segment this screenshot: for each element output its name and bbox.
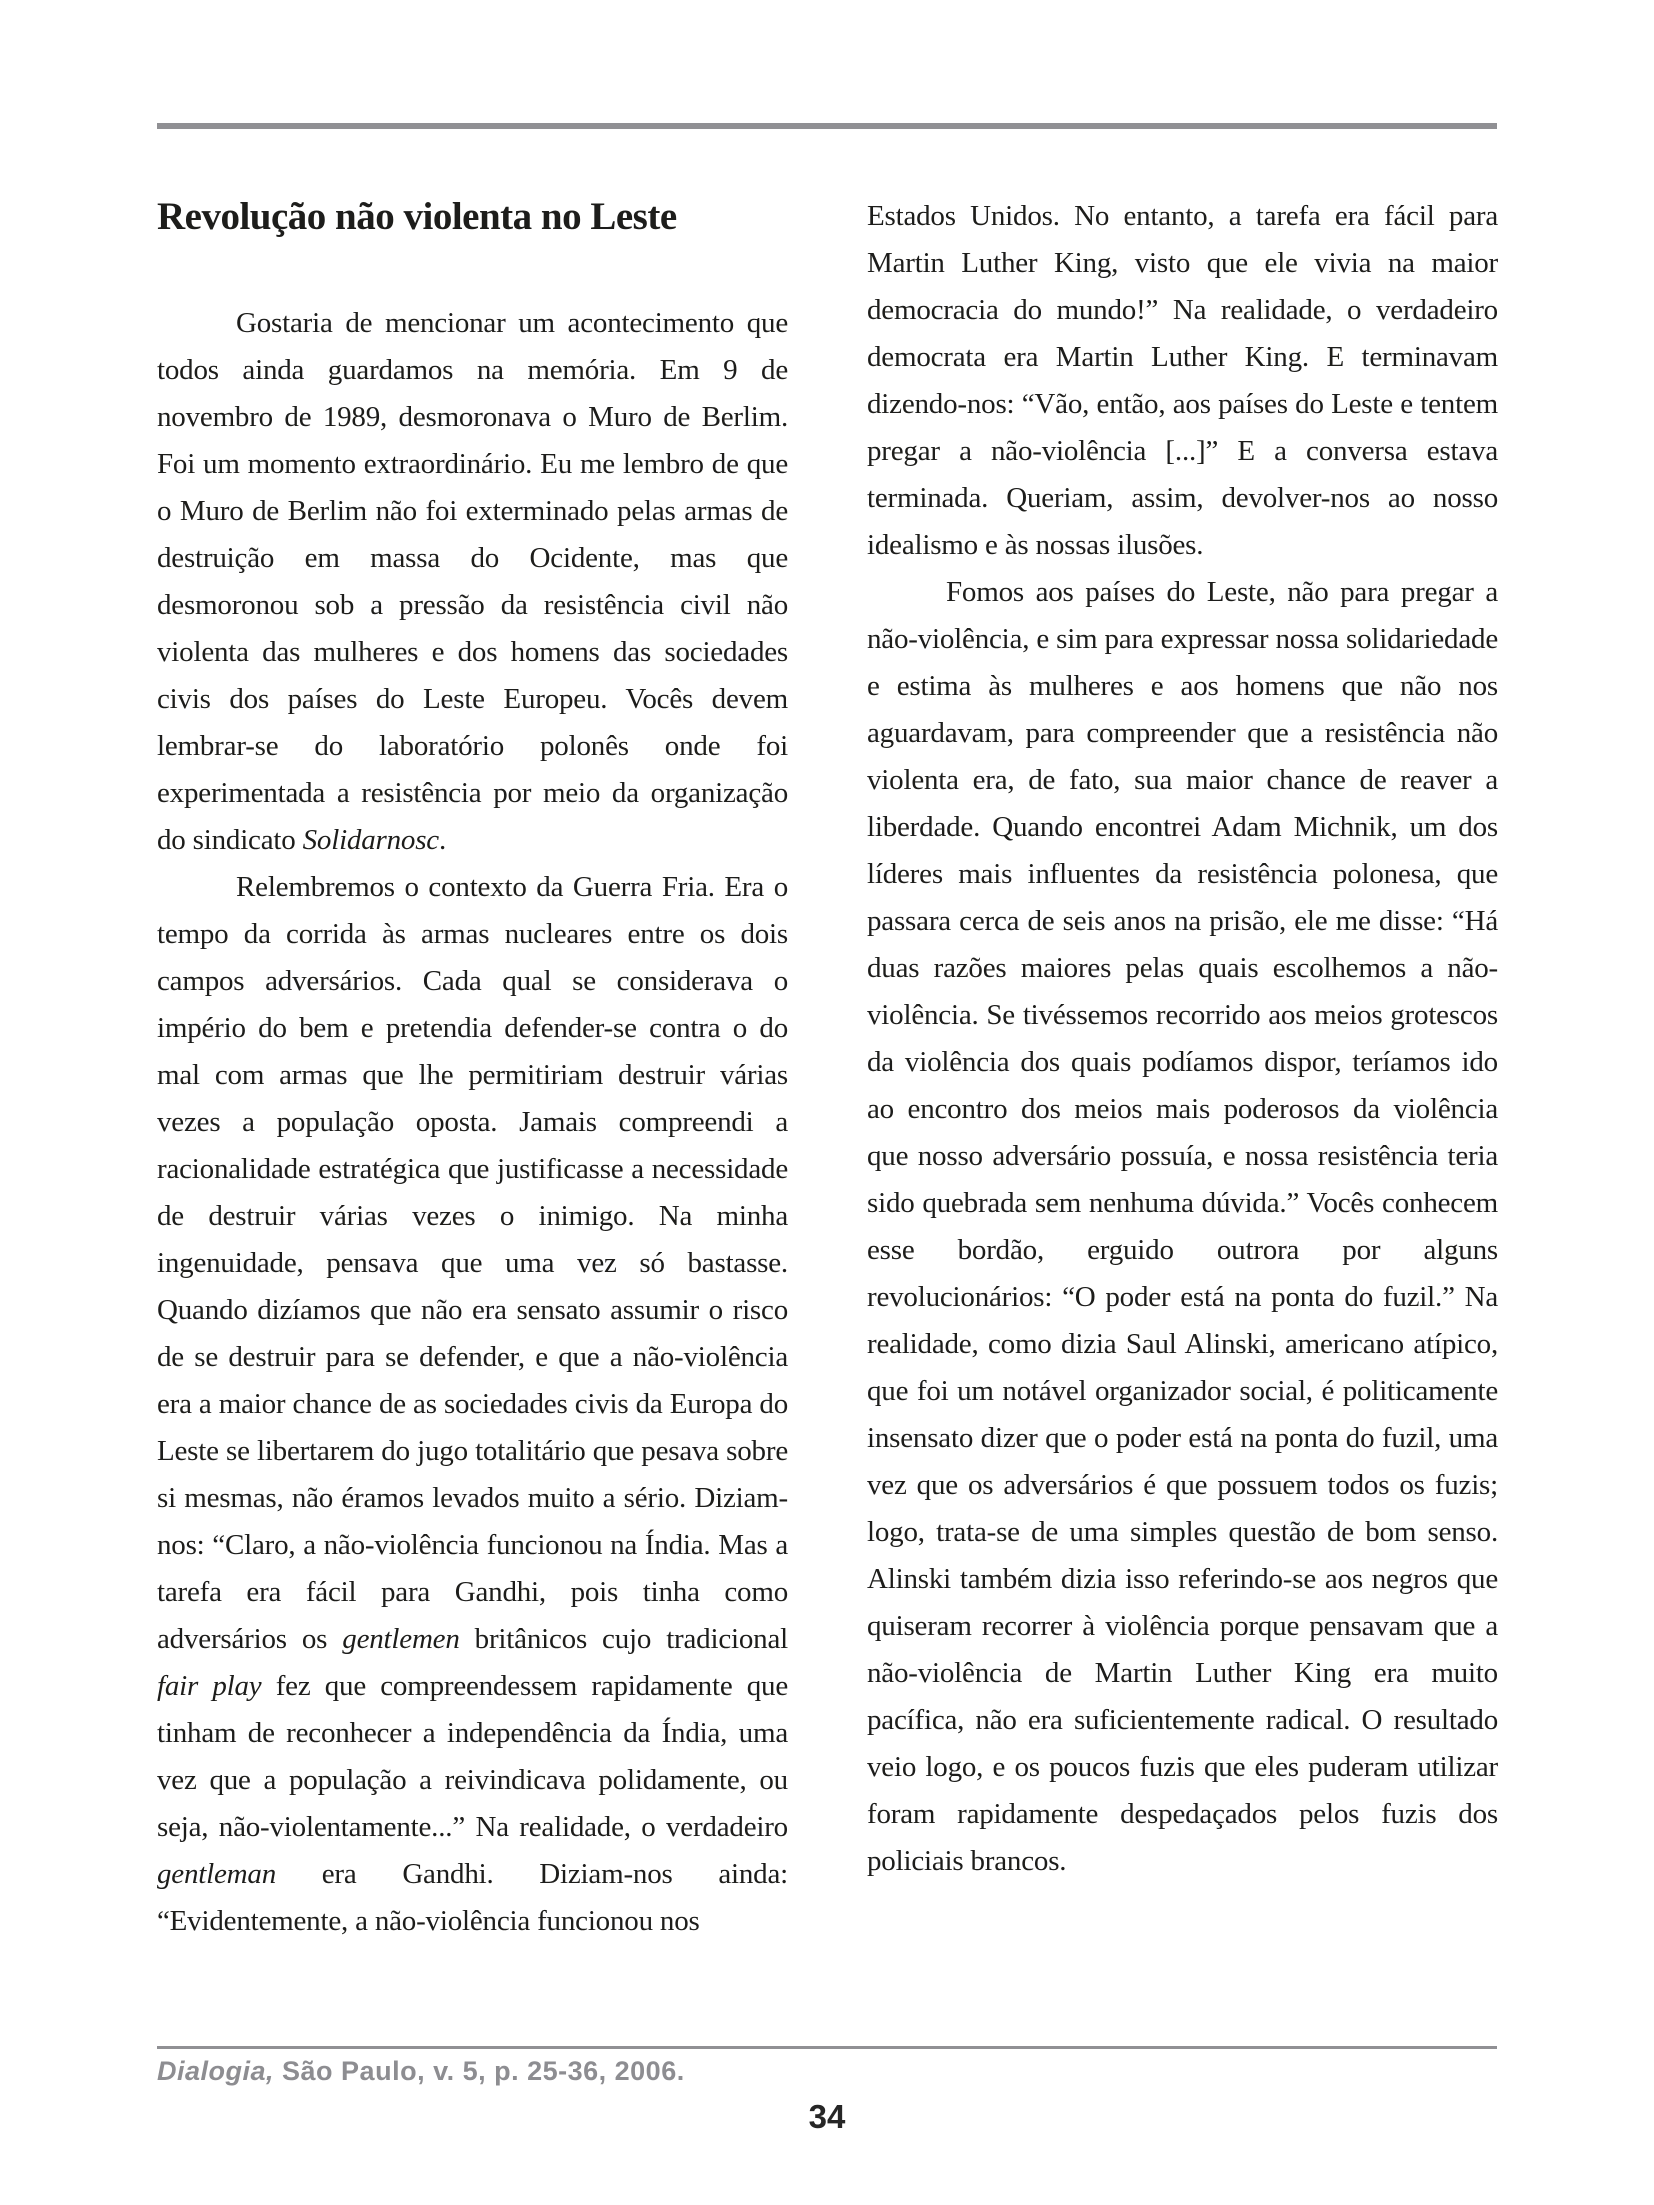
text-run: . xyxy=(438,824,447,856)
journal-citation xyxy=(157,2056,1497,2087)
text-run: britânicos cujo tradicional xyxy=(459,1623,788,1655)
right-column-paragraphs xyxy=(867,193,1498,1885)
text-run: Fomos aos países do Leste, não para pregar a não-violência, e sim para expressar nossa solidariedade e estima às mulheres e aos homens que não nos aguardavam, para compreender que a resistência não violenta era, de fato, sua maior chance de reaver a liberdade. Quando encontrei Adam Michnik, um dos líderes mais influentes da resistência polonesa, que passara cerca de seis anos na prisão, ele me disse: “Há duas razões maiores pelas quais escolhemos a não-violência. Se tivéssemos recorrido aos meios grotescos da violência dos quais podíamos dispor, teríamos ido ao encontro dos meios mais poderosos da violência que nosso adversário possuía, e nossa resistência teria sido quebrada sem nenhuma dúvida.” Vocês conhecem esse bordão, erguido outrora por alguns revolucionários: “O poder está na ponta do fuzil.” Na realidade, como dizia Saul Alinski, americano atípico, que foi um notável organizador social, é politicamente insensato dizer que o poder está na ponta do fuzil, uma vez que os adversários é que possuem todos os fuzis; logo, trata-se de uma simples questão de bom senso. Alinski também dizia isso referindo-se aos negros que quiseram recorrer à violência porque pensavam que a não-violência de Martin Luther King era muito pacífica, não era suficientemente radical. O resultado veio logo, e os poucos fuzis que eles puderam utilizar foram rapidamente despedaçados pelos fuzis dos policiais brancos. xyxy=(867,576,1498,1877)
italic-text-run: fair play xyxy=(157,1670,262,1702)
text-run: Relembremos o contexto da Guerra Fria. Era o tempo da corrida às armas nucleares entre os dois campos adversários. Cada qual se considerava o império do bem e pretendia defender-se contra o do mal com armas que lhe permitiriam destruir várias vezes a população oposta. Jamais compreendi a racionalidade estratégica que justificasse a necessidade de destruir várias vezes o inimigo. Na minha ingenuidade, pensava que uma vez só bastasse. Quando dizíamos que não era sensato assumir o risco de se destruir para se defender, e que a não-violência era a maior chance de as sociedades civis da Europa do Leste se libertarem do jugo totalitário que pesava sobre si mesmas, não éramos levados muito a sério. Diziam-nos: “Claro, a não-violência funcionou na Índia. Mas a tarefa era fácil para Gandhi, pois tinha como adversários os xyxy=(157,871,788,1655)
italic-text-run: gentleman xyxy=(157,1858,277,1890)
two-column-text xyxy=(157,193,1498,1945)
footer-rule xyxy=(157,2046,1497,2049)
top-rule xyxy=(157,123,1497,129)
italic-text-run: Dialogia, xyxy=(157,2056,275,2086)
text-run: fez que compreendessem rapidamente que tinham de reconhecer a independência da Índia, uma vez que a população a reivindicava polidamente, ou seja, não-violentamente...” Na realidade, o verdadeiro xyxy=(157,1670,789,1843)
paragraph xyxy=(867,193,1498,569)
paragraph xyxy=(867,569,1498,1885)
paragraph xyxy=(157,864,788,1945)
text-run: Gostaria de mencionar um acontecimento que todos ainda guardamos na memória. Em 9 de novembro de 1989, desmoronava o Muro de Berlim. Foi um momento extraordinário. Eu me lembro de que o Muro de Berlim não foi exterminado pelas armas de destruição em massa do Ocidente, mas que desmoronou sob a pressão da resistência civil não violenta das mulheres e dos homens das sociedades civis dos países do Leste Europeu. Vocês devem lembrar-se do laboratório polonês onde foi experimentada a resistência por meio da organização do sindicato xyxy=(157,307,788,856)
page-number: 34 xyxy=(808,2098,846,2135)
left-column-paragraphs xyxy=(157,300,788,1945)
italic-text-run: Solidarnosc xyxy=(302,824,439,856)
left-column xyxy=(157,193,788,1945)
section-title: Revolução não violenta no Leste xyxy=(157,195,677,238)
paragraph xyxy=(157,300,788,864)
text-run: era Gandhi. Diziam-nos ainda: “Evidentemente, a não-violência funcionou nos xyxy=(157,1858,788,1937)
text-run: São Paulo, v. 5, p. 25-36, 2006. xyxy=(274,2056,685,2086)
italic-text-run: gentlemen xyxy=(342,1623,460,1655)
right-column xyxy=(867,193,1498,1945)
text-run: Estados Unidos. No entanto, a tarefa era fácil para Martin Luther King, visto que ele vivia na maior democracia do mundo!” Na realidade, o verdadeiro democrata era Martin Luther King. E terminavam dizendo-nos: “Vão, então, aos países do Leste e tentem pregar a não-violência [...]” E a conversa estava terminada. Queriam, assim, devolver-nos ao nosso idealismo e às nossas ilusões. xyxy=(867,200,1498,561)
